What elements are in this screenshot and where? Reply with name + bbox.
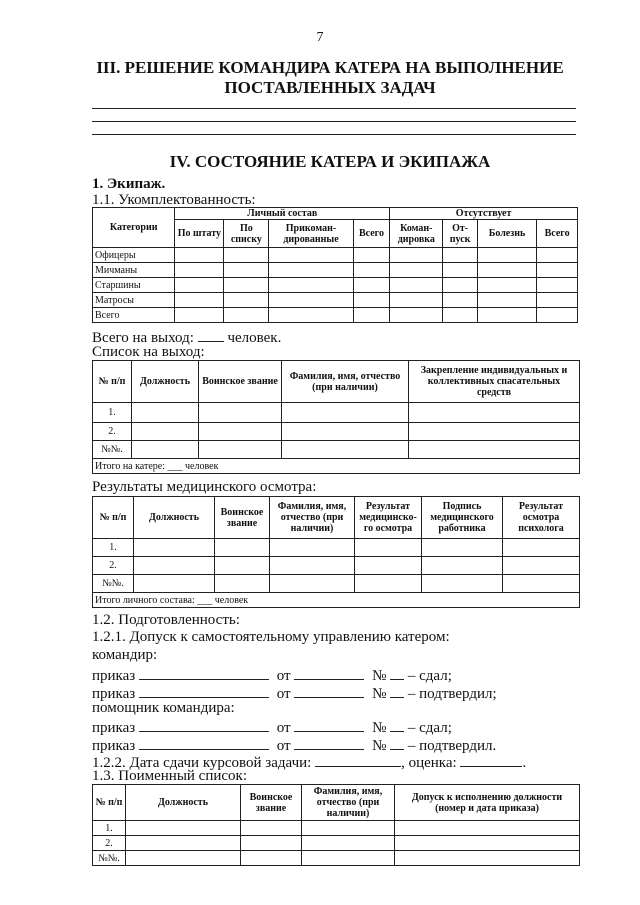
table-row <box>93 308 578 323</box>
roster-col-num: № п/п <box>93 785 126 821</box>
from-word: от <box>276 720 291 736</box>
row-num: №№. <box>93 851 126 866</box>
num-word: № <box>372 668 387 684</box>
assistant-order-1 <box>92 717 452 737</box>
list-col-rescue: Закрепление индивидуальных и коллективных спасательных средств <box>409 361 580 403</box>
medical-footer: Итого личного состава: ___ человек <box>93 593 580 608</box>
row-num: №№. <box>93 575 134 593</box>
commander-order-1 <box>92 665 452 685</box>
med-col-result: Результат медицинско-го осмотра <box>355 497 422 539</box>
row-num: 1. <box>93 403 132 423</box>
order-blank <box>139 717 269 732</box>
col-sick: Болезнь <box>477 220 536 248</box>
course-task-label: 1.2.2. Дата сдачи курсовой задачи: <box>92 755 312 771</box>
order-word: приказ <box>92 738 136 754</box>
row-num: 2. <box>93 557 134 575</box>
passed-text: – сдал; <box>407 668 452 684</box>
table-row <box>93 821 580 836</box>
col-by-staff: По штату <box>175 220 224 248</box>
list-table <box>92 360 580 474</box>
row-num: 1. <box>93 539 134 557</box>
from-word: от <box>276 686 291 702</box>
medical-table <box>92 496 580 608</box>
course-date-blank <box>315 752 401 767</box>
medical-label: Результаты медицинского осмотра: <box>92 479 317 495</box>
section3-title-line2: ПОСТАВЛЕННЫХ ЗАДАЧ <box>224 78 436 97</box>
section3-title <box>60 58 600 98</box>
col-attached: Прикоман-дированные <box>269 220 353 248</box>
row-label: Старшины <box>93 278 175 293</box>
total-out-blank <box>198 327 224 342</box>
from-word: от <box>276 738 291 754</box>
table-row <box>93 293 578 308</box>
num-word: № <box>372 686 387 702</box>
roster-col-name: Фамилия, имя, отчество (при наличии) <box>302 785 395 821</box>
order-blank <box>139 665 269 680</box>
order-blank <box>139 735 269 750</box>
list-col-rank: Воинское звание <box>199 361 282 403</box>
table-row <box>93 423 580 441</box>
blank-line-1 <box>92 108 576 109</box>
table-row <box>93 851 580 866</box>
order-word: приказ <box>92 686 136 702</box>
roster-col-position: Должность <box>126 785 241 821</box>
med-col-rank: Воинское звание <box>215 497 270 539</box>
num-word: № <box>372 720 387 736</box>
date-blank <box>294 717 364 732</box>
date-blank <box>294 683 364 698</box>
blank-line-2 <box>92 121 576 122</box>
confirmed-text: – подтвердил. <box>407 738 497 754</box>
roster-col-rank: Воинское звание <box>241 785 302 821</box>
med-col-name: Фамилия, имя, отчество (при наличии) <box>270 497 355 539</box>
row-label: Офицеры <box>93 248 175 263</box>
section4-title: IV. СОСТОЯНИЕ КАТЕРА И ЭКИПАЖА <box>169 152 491 171</box>
crew-heading: 1. Экипаж. <box>92 176 166 192</box>
group-absent: Отсутствует <box>390 208 578 220</box>
table-row <box>93 248 578 263</box>
period: . <box>522 755 527 771</box>
table-row <box>93 263 578 278</box>
commander-label: командир: <box>92 647 158 663</box>
table-row <box>93 539 580 557</box>
date-blank <box>294 665 364 680</box>
order-word: приказ <box>92 720 136 736</box>
col-trip: Коман-дировка <box>390 220 443 248</box>
table-footer-row <box>93 459 580 474</box>
staffing-label: 1.1. Укомплектованность: <box>92 192 256 208</box>
col-leave: От-пуск <box>443 220 477 248</box>
assistant-label: помощник командира: <box>92 700 235 716</box>
grade-blank <box>460 752 522 767</box>
row-label: Матросы <box>93 293 175 308</box>
order-blank <box>139 683 269 698</box>
readiness-sub1: 1.2.1. Допуск к самостоятельному управлению катером: <box>92 629 450 645</box>
col-absent-total: Всего <box>537 220 578 248</box>
roster-table <box>92 784 580 866</box>
med-col-signature: Подпись медицинского работника <box>422 497 503 539</box>
med-col-psych: Результат осмотра психолога <box>503 497 580 539</box>
grade-label: , оценка: <box>401 755 457 771</box>
list-label: Список на выход: <box>92 344 205 360</box>
row-num: 1. <box>93 821 126 836</box>
readiness-heading: 1.2. Подготовленность: <box>92 612 240 628</box>
table-row <box>93 278 578 293</box>
row-label: Мичманы <box>93 263 175 278</box>
group-personnel: Личный состав <box>175 208 390 220</box>
page-number: 7 <box>316 30 324 45</box>
list-col-num: № п/п <box>93 361 132 403</box>
table-row <box>93 575 580 593</box>
table-row <box>93 557 580 575</box>
roster-heading: 1.3. Поименный список: <box>92 768 247 784</box>
table-row <box>93 403 580 423</box>
list-col-position: Должность <box>132 361 199 403</box>
table-row <box>93 441 580 459</box>
blank-line-3 <box>92 134 576 135</box>
order-word: приказ <box>92 668 136 684</box>
from-word: от <box>276 668 291 684</box>
list-col-name: Фамилия, имя, отчество (при наличии) <box>282 361 409 403</box>
row-num: №№. <box>93 441 132 459</box>
num-blank <box>390 717 404 732</box>
total-out-prefix: Всего на выход: <box>92 330 194 346</box>
section3-title-line1: III. РЕШЕНИЕ КОМАНДИРА КАТЕРА НА ВЫПОЛНЕНИЕ <box>96 58 564 77</box>
col-by-list: По списку <box>224 220 269 248</box>
num-word: № <box>372 738 387 754</box>
list-footer: Итого на катере: ___ человек <box>93 459 580 474</box>
confirmed-text: – подтвердил; <box>407 686 497 702</box>
total-out-suffix: человек. <box>227 330 282 346</box>
staffing-table <box>92 207 578 323</box>
date-blank <box>294 735 364 750</box>
row-label: Всего <box>93 308 175 323</box>
passed-text: – сдал; <box>407 720 452 736</box>
roster-col-admission: Допуск к исполнению должности (номер и дата приказа) <box>395 785 580 821</box>
col-total: Всего <box>353 220 390 248</box>
med-col-position: Должность <box>134 497 215 539</box>
num-blank <box>390 683 404 698</box>
table-row <box>93 836 580 851</box>
row-num: 2. <box>93 423 132 441</box>
num-blank <box>390 735 404 750</box>
table-footer-row <box>93 593 580 608</box>
num-blank <box>390 665 404 680</box>
col-category: Категории <box>93 208 175 248</box>
row-num: 2. <box>93 836 126 851</box>
med-col-num: № п/п <box>93 497 134 539</box>
